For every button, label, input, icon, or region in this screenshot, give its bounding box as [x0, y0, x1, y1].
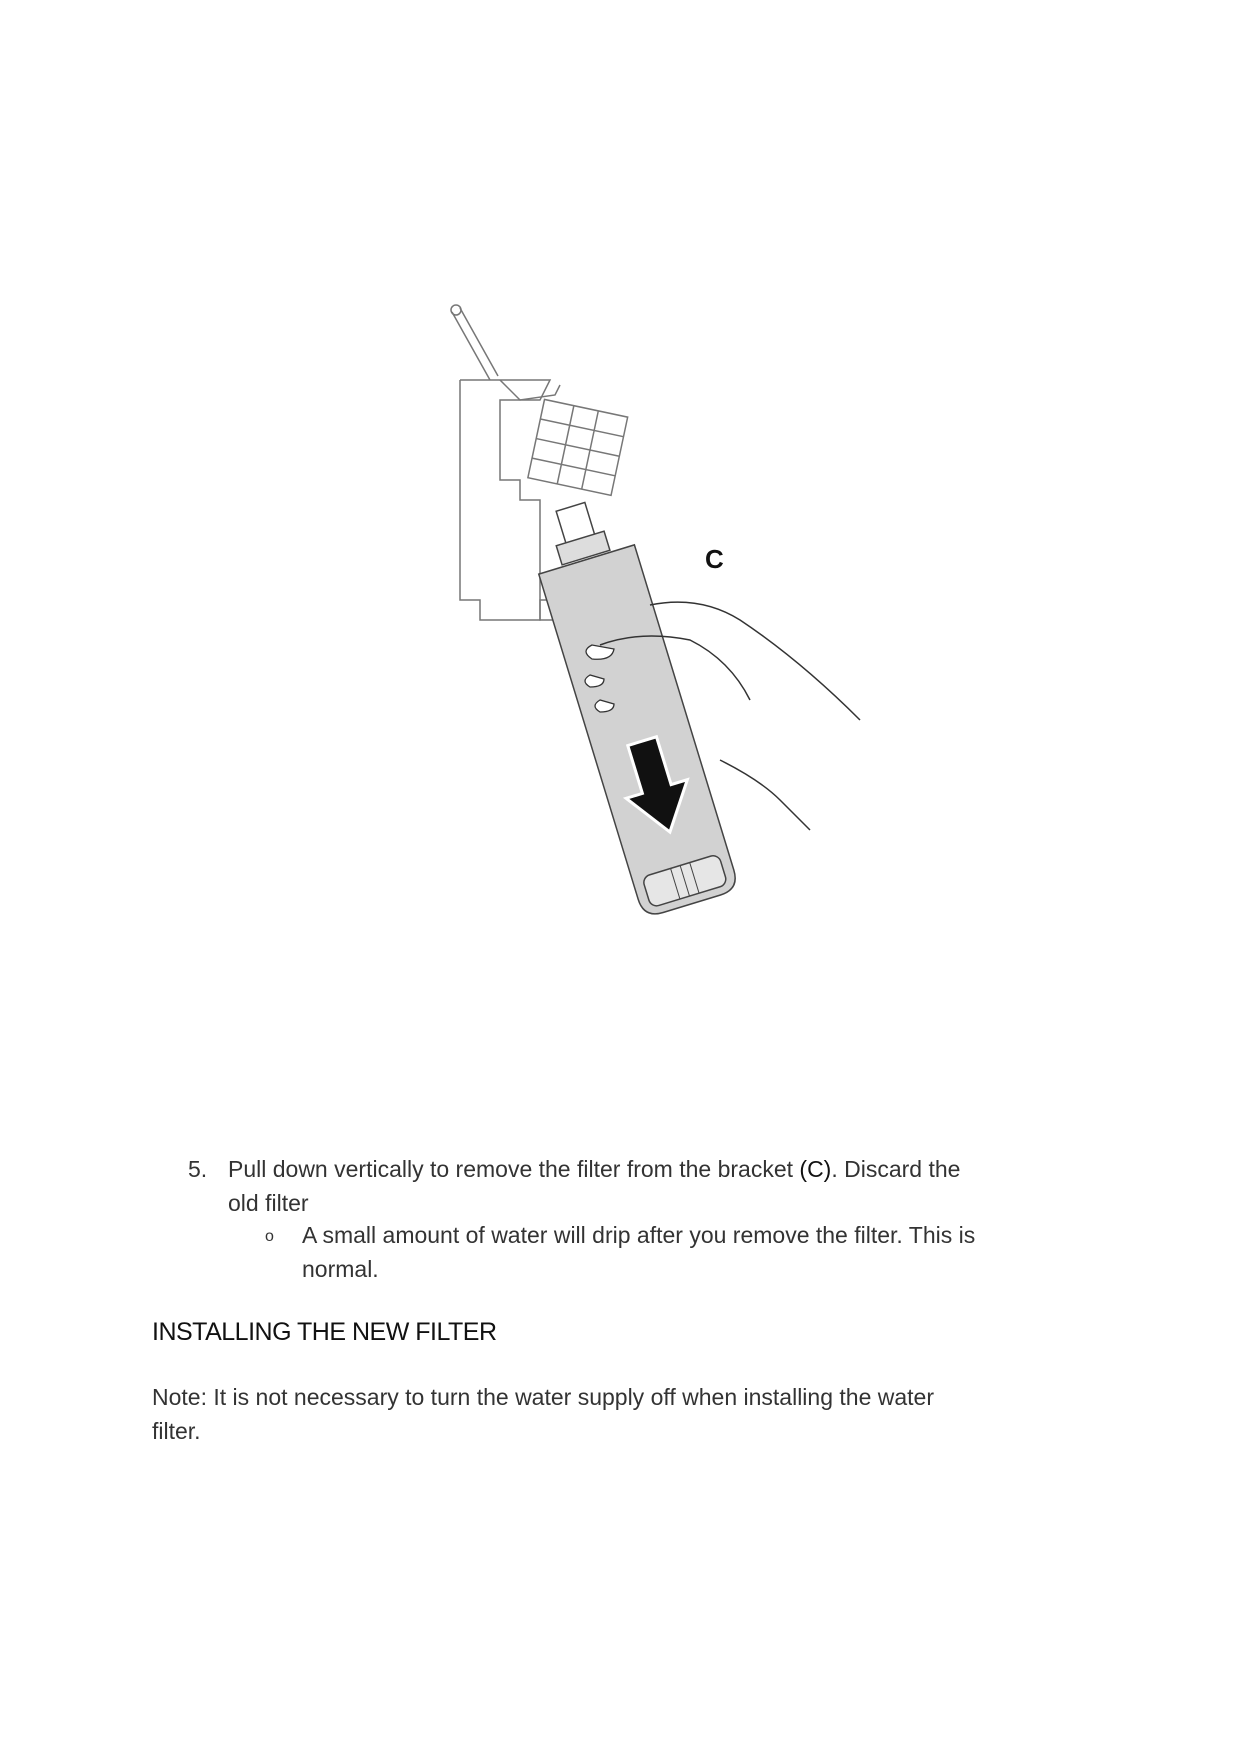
step-number: 5.: [188, 1156, 208, 1182]
filter-removal-illustration: [440, 300, 900, 960]
bracket-label: (C): [799, 1156, 832, 1182]
step-text-end: . Discard the: [831, 1156, 961, 1182]
note-line1: Note: It is not necessary to turn the water supply off when installing the water: [152, 1384, 934, 1410]
note-line2: filter.: [152, 1418, 201, 1444]
water-pipe: [452, 308, 498, 380]
step-text-line1: [228, 1152, 960, 1186]
bracket-housing: [460, 380, 550, 620]
step-text-line2: old filter: [228, 1190, 309, 1216]
section-heading: INSTALLING THE NEW FILTER: [152, 1318, 497, 1346]
callout-label-c: C: [705, 544, 724, 574]
step-text: Pull down vertically to remove the filter from the bracket: [228, 1156, 800, 1182]
sub-bullet-line2: normal.: [302, 1256, 379, 1282]
bullet-icon: o: [265, 1228, 274, 1245]
bracket-clip: [528, 399, 628, 495]
sub-bullet-line1: A small amount of water will drip after you remove the filter. This is: [302, 1222, 976, 1248]
